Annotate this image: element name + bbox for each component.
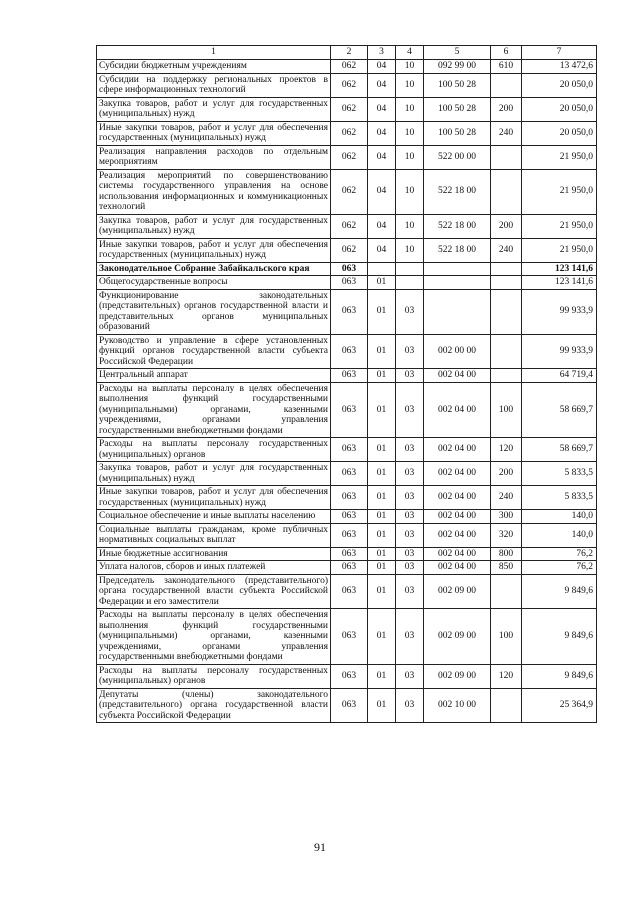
row-target-article-cell: 522 18 00	[424, 169, 491, 214]
row-name-cell: Председатель законодательного (представительного) органа государственной власти субъекта Российской Федерации и его заместители	[97, 574, 331, 609]
row-subsection-code-cell: 03	[396, 561, 424, 575]
row-section-code-cell: 01	[368, 609, 396, 665]
row-amount-cell: 58 669,7	[522, 382, 597, 438]
table-row	[97, 369, 597, 383]
row-subsection-code-cell: 03	[396, 547, 424, 561]
row-name-cell: Реализация направления расходов по отдельным мероприятиям	[97, 145, 331, 169]
row-subsection-code-cell: 03	[396, 289, 424, 334]
row-target-article-cell: 002 09 00	[424, 664, 491, 688]
row-name-cell: Расходы на выплаты персоналу государственных (муниципальных) органов	[97, 438, 331, 462]
row-ministry-code-cell: 062	[331, 238, 368, 262]
row-target-article-cell: 100 50 28	[424, 97, 491, 121]
row-name-cell: Иные закупки товаров, работ и услуг для обеспечения государственных (муниципальных) нужд	[97, 121, 331, 145]
row-expense-type-cell: 240	[491, 486, 522, 510]
row-subsection-code-cell: 10	[396, 238, 424, 262]
row-subsection-code-cell: 10	[396, 60, 424, 74]
row-amount-cell: 21 950,0	[522, 145, 597, 169]
row-target-article-cell: 002 04 00	[424, 438, 491, 462]
row-name-cell: Закупка товаров, работ и услуг для государственных (муниципальных) нужд	[97, 214, 331, 238]
row-section-code-cell: 04	[368, 97, 396, 121]
row-subsection-code-cell: 03	[396, 664, 424, 688]
row-target-article-cell	[424, 262, 491, 276]
row-amount-cell: 20 050,0	[522, 121, 597, 145]
row-amount-cell: 20 050,0	[522, 97, 597, 121]
row-target-article-cell: 092 99 00	[424, 60, 491, 74]
row-subsection-code-cell: 03	[396, 382, 424, 438]
row-subsection-code-cell: 10	[396, 169, 424, 214]
row-name-cell: Расходы на выплаты персоналу в целях обеспечения выполнения функций государственными (муниципальными) органами, казенными учреждениями, органами управления государственными внебюджетными фондами	[97, 609, 331, 665]
table-header-row	[97, 46, 597, 60]
row-section-code-cell: 04	[368, 121, 396, 145]
row-expense-type-cell	[491, 169, 522, 214]
row-target-article-cell: 002 09 00	[424, 574, 491, 609]
row-ministry-code-cell: 063	[331, 438, 368, 462]
row-ministry-code-cell: 063	[331, 486, 368, 510]
row-section-code-cell: 01	[368, 276, 396, 290]
row-subsection-code-cell: 10	[396, 145, 424, 169]
row-target-article-cell: 002 04 00	[424, 462, 491, 486]
row-expense-type-cell: 200	[491, 97, 522, 121]
row-ministry-code-cell: 063	[331, 369, 368, 383]
row-amount-cell: 20 050,0	[522, 73, 597, 97]
row-section-code-cell	[368, 262, 396, 276]
row-name-cell: Закупка товаров, работ и услуг для государственных (муниципальных) нужд	[97, 462, 331, 486]
row-expense-type-cell: 120	[491, 438, 522, 462]
row-subsection-code-cell: 03	[396, 462, 424, 486]
row-ministry-code-cell: 063	[331, 334, 368, 369]
row-ministry-code-cell: 062	[331, 97, 368, 121]
row-section-code-cell: 01	[368, 523, 396, 547]
row-name-cell: Центральный аппарат	[97, 369, 331, 383]
row-section-code-cell: 01	[368, 574, 396, 609]
row-expense-type-cell: 850	[491, 561, 522, 575]
row-target-article-cell	[424, 276, 491, 290]
row-ministry-code-cell: 063	[331, 547, 368, 561]
row-name-cell: Иные закупки товаров, работ и услуг для обеспечения государственных (муниципальных) нужд	[97, 238, 331, 262]
row-name-cell: Иные закупки товаров, работ и услуг для обеспечения государственных (муниципальных) нужд	[97, 486, 331, 510]
table-row	[97, 523, 597, 547]
header-cell: 4	[396, 46, 424, 60]
table-row	[97, 289, 597, 334]
row-name-cell: Уплата налогов, сборов и иных платежей	[97, 561, 331, 575]
row-name-cell: Иные бюджетные ассигнования	[97, 547, 331, 561]
row-amount-cell: 21 950,0	[522, 214, 597, 238]
row-amount-cell: 123 141,6	[522, 276, 597, 290]
row-expense-type-cell: 120	[491, 664, 522, 688]
table-row	[97, 510, 597, 524]
row-ministry-code-cell: 063	[331, 289, 368, 334]
row-section-code-cell: 01	[368, 438, 396, 462]
table-row	[97, 486, 597, 510]
row-section-code-cell: 01	[368, 462, 396, 486]
row-expense-type-cell: 800	[491, 547, 522, 561]
row-section-code-cell: 01	[368, 334, 396, 369]
row-expense-type-cell	[491, 369, 522, 383]
table-row	[97, 609, 597, 665]
row-name-cell: Субсидии на поддержку региональных проектов в сфере информационных технологий	[97, 73, 331, 97]
table-row	[97, 60, 597, 74]
row-subsection-code-cell: 03	[396, 510, 424, 524]
row-subsection-code-cell	[396, 276, 424, 290]
row-section-code-cell: 01	[368, 547, 396, 561]
row-target-article-cell: 002 04 00	[424, 486, 491, 510]
header-cell: 5	[424, 46, 491, 60]
row-target-article-cell: 100 50 28	[424, 121, 491, 145]
row-section-code-cell: 01	[368, 369, 396, 383]
row-target-article-cell: 002 04 00	[424, 523, 491, 547]
row-expense-type-cell: 240	[491, 121, 522, 145]
header-cell: 6	[491, 46, 522, 60]
row-target-article-cell: 002 09 00	[424, 609, 491, 665]
row-expense-type-cell	[491, 276, 522, 290]
row-target-article-cell: 002 10 00	[424, 688, 491, 723]
row-ministry-code-cell: 062	[331, 169, 368, 214]
row-amount-cell: 58 669,7	[522, 438, 597, 462]
row-amount-cell: 21 950,0	[522, 238, 597, 262]
row-amount-cell: 99 933,9	[522, 289, 597, 334]
table-row	[97, 574, 597, 609]
row-expense-type-cell: 100	[491, 609, 522, 665]
row-name-cell: Законодательное Собрание Забайкальского края	[97, 262, 331, 276]
row-expense-type-cell	[491, 262, 522, 276]
row-target-article-cell: 002 04 00	[424, 547, 491, 561]
row-amount-cell: 140,0	[522, 510, 597, 524]
row-expense-type-cell	[491, 334, 522, 369]
row-subsection-code-cell: 10	[396, 73, 424, 97]
row-target-article-cell	[424, 289, 491, 334]
row-subsection-code-cell: 10	[396, 214, 424, 238]
page-number: 91	[314, 840, 326, 854]
row-subsection-code-cell: 10	[396, 121, 424, 145]
table-row	[97, 664, 597, 688]
row-ministry-code-cell: 063	[331, 664, 368, 688]
table-row	[97, 262, 597, 276]
row-amount-cell: 21 950,0	[522, 169, 597, 214]
row-ministry-code-cell: 062	[331, 121, 368, 145]
table-row	[97, 334, 597, 369]
row-section-code-cell: 01	[368, 289, 396, 334]
row-subsection-code-cell: 03	[396, 523, 424, 547]
header-cell: 2	[331, 46, 368, 60]
row-expense-type-cell: 200	[491, 462, 522, 486]
header-cell: 3	[368, 46, 396, 60]
row-amount-cell: 9 849,6	[522, 574, 597, 609]
row-subsection-code-cell: 03	[396, 438, 424, 462]
row-section-code-cell: 01	[368, 561, 396, 575]
table-row	[97, 145, 597, 169]
row-amount-cell: 5 833,5	[522, 486, 597, 510]
row-ministry-code-cell: 063	[331, 688, 368, 723]
row-target-article-cell: 002 00 00	[424, 334, 491, 369]
row-ministry-code-cell: 063	[331, 574, 368, 609]
header-cell: 1	[97, 46, 331, 60]
table-row	[97, 561, 597, 575]
row-expense-type-cell: 300	[491, 510, 522, 524]
row-name-cell: Закупка товаров, работ и услуг для государственных (муниципальных) нужд	[97, 97, 331, 121]
row-expense-type-cell	[491, 289, 522, 334]
row-target-article-cell: 002 04 00	[424, 382, 491, 438]
row-target-article-cell: 522 18 00	[424, 214, 491, 238]
table-row	[97, 169, 597, 214]
table-row	[97, 382, 597, 438]
row-name-cell: Расходы на выплаты персоналу государственных (муниципальных) органов	[97, 664, 331, 688]
row-subsection-code-cell: 03	[396, 334, 424, 369]
table-row	[97, 121, 597, 145]
row-ministry-code-cell: 062	[331, 60, 368, 74]
row-target-article-cell: 100 50 28	[424, 73, 491, 97]
table-row	[97, 238, 597, 262]
row-amount-cell: 99 933,9	[522, 334, 597, 369]
row-target-article-cell: 522 00 00	[424, 145, 491, 169]
header-cell: 7	[522, 46, 597, 60]
row-target-article-cell: 522 18 00	[424, 238, 491, 262]
table-row	[97, 276, 597, 290]
row-target-article-cell: 002 04 00	[424, 369, 491, 383]
row-expense-type-cell: 200	[491, 214, 522, 238]
row-section-code-cell: 01	[368, 510, 396, 524]
row-section-code-cell: 04	[368, 145, 396, 169]
row-amount-cell: 123 141,6	[522, 262, 597, 276]
row-ministry-code-cell: 063	[331, 462, 368, 486]
row-expense-type-cell: 100	[491, 382, 522, 438]
table-row	[97, 214, 597, 238]
table-row	[97, 73, 597, 97]
row-amount-cell: 9 849,6	[522, 664, 597, 688]
table-row	[97, 462, 597, 486]
row-name-cell: Общегосударственные вопросы	[97, 276, 331, 290]
row-subsection-code-cell: 03	[396, 688, 424, 723]
row-name-cell: Субсидии бюджетным учреждениям	[97, 60, 331, 74]
row-name-cell: Руководство и управление в сфере установленных функций органов государственной власти субъекта Российской Федерации	[97, 334, 331, 369]
row-subsection-code-cell	[396, 262, 424, 276]
row-ministry-code-cell: 062	[331, 73, 368, 97]
row-ministry-code-cell: 063	[331, 609, 368, 665]
row-expense-type-cell	[491, 574, 522, 609]
row-subsection-code-cell: 03	[396, 486, 424, 510]
row-subsection-code-cell: 03	[396, 369, 424, 383]
row-ministry-code-cell: 063	[331, 523, 368, 547]
row-target-article-cell: 002 04 00	[424, 510, 491, 524]
row-amount-cell: 9 849,6	[522, 609, 597, 665]
row-name-cell: Социальное обеспечение и иные выплаты населению	[97, 510, 331, 524]
table-body	[97, 46, 597, 723]
budget-table-container	[96, 45, 596, 723]
row-name-cell: Реализация мероприятий по совершенствованию системы государственного управления на основе использования информационных и коммуникационных технологий	[97, 169, 331, 214]
row-section-code-cell: 04	[368, 60, 396, 74]
row-ministry-code-cell: 062	[331, 145, 368, 169]
row-amount-cell: 13 472,6	[522, 60, 597, 74]
row-ministry-code-cell: 063	[331, 382, 368, 438]
row-expense-type-cell: 320	[491, 523, 522, 547]
row-amount-cell: 25 364,9	[522, 688, 597, 723]
row-section-code-cell: 01	[368, 688, 396, 723]
budget-table	[96, 45, 597, 723]
row-ministry-code-cell: 062	[331, 214, 368, 238]
row-name-cell: Социальные выплаты гражданам, кроме публичных нормативных социальных выплат	[97, 523, 331, 547]
table-row	[97, 97, 597, 121]
row-name-cell: Расходы на выплаты персоналу в целях обеспечения выполнения функций государственными (муниципальными) органами, казенными учреждениями, органами управления государственными внебюджетными фондами	[97, 382, 331, 438]
row-section-code-cell: 04	[368, 238, 396, 262]
row-name-cell: Депутаты (члены) законодательного (представительного) органа государственной власти субъекта Российской Федерации	[97, 688, 331, 723]
table-row	[97, 688, 597, 723]
row-ministry-code-cell: 063	[331, 276, 368, 290]
row-expense-type-cell	[491, 73, 522, 97]
row-name-cell: Функционирование законодательных (представительных) органов государственной власти и представительных органов муниципальных образований	[97, 289, 331, 334]
row-ministry-code-cell: 063	[331, 510, 368, 524]
row-amount-cell: 76,2	[522, 547, 597, 561]
row-expense-type-cell	[491, 688, 522, 723]
row-ministry-code-cell: 063	[331, 561, 368, 575]
row-section-code-cell: 01	[368, 486, 396, 510]
row-expense-type-cell	[491, 145, 522, 169]
row-section-code-cell: 04	[368, 169, 396, 214]
row-target-article-cell: 002 04 00	[424, 561, 491, 575]
table-row	[97, 547, 597, 561]
row-section-code-cell: 01	[368, 664, 396, 688]
row-expense-type-cell: 610	[491, 60, 522, 74]
row-amount-cell: 140,0	[522, 523, 597, 547]
row-amount-cell: 76,2	[522, 561, 597, 575]
row-ministry-code-cell: 063	[331, 262, 368, 276]
row-amount-cell: 5 833,5	[522, 462, 597, 486]
row-expense-type-cell: 240	[491, 238, 522, 262]
table-row	[97, 438, 597, 462]
row-section-code-cell: 04	[368, 214, 396, 238]
row-subsection-code-cell: 10	[396, 97, 424, 121]
row-amount-cell: 64 719,4	[522, 369, 597, 383]
row-section-code-cell: 04	[368, 73, 396, 97]
row-section-code-cell: 01	[368, 382, 396, 438]
row-subsection-code-cell: 03	[396, 574, 424, 609]
row-subsection-code-cell: 03	[396, 609, 424, 665]
